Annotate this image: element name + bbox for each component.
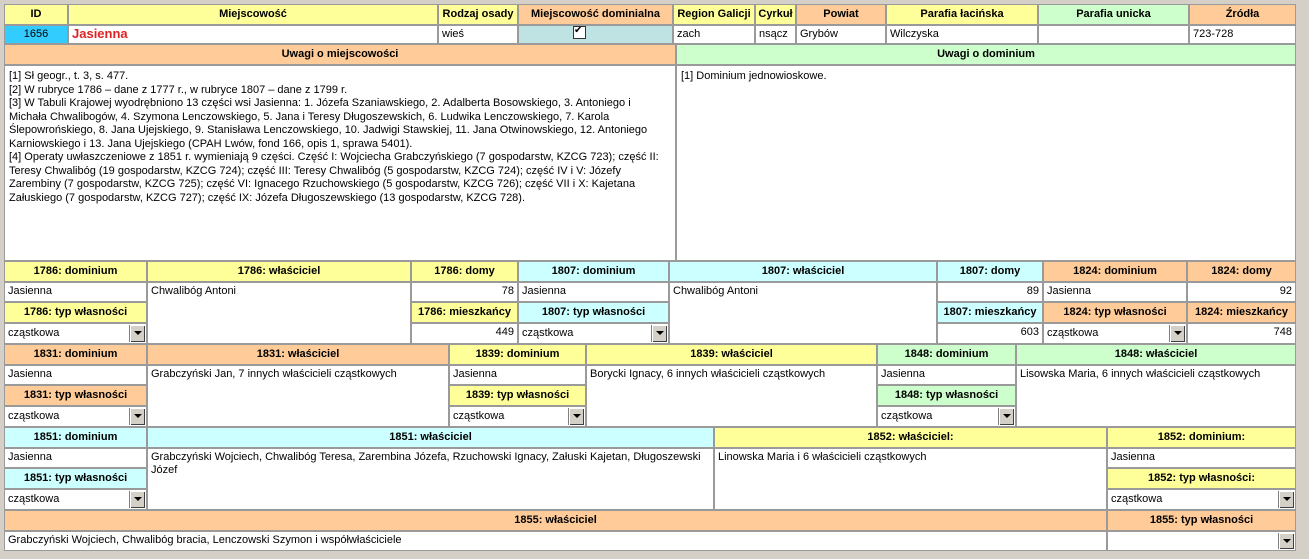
id-field[interactable]: 1656 xyxy=(4,25,68,44)
header-parafia-lacinska: Parafia łacińska xyxy=(886,4,1038,25)
1824-dominium-field[interactable]: Jasienna xyxy=(1043,282,1187,302)
1786-typ-dropdown[interactable] xyxy=(4,323,147,344)
1807-domy-field[interactable]: 89 xyxy=(937,282,1043,302)
header-uwagi-dominium: Uwagi o dominium xyxy=(676,44,1296,65)
dominialna-cell xyxy=(518,25,673,44)
1848-typ-dropdown[interactable] xyxy=(877,406,1016,427)
powiat-field[interactable]: Grybów xyxy=(796,25,886,44)
chevron-down-icon[interactable] xyxy=(1169,325,1185,342)
1831-wlasciciel-field[interactable]: Grabczyński Jan, 7 innych właścicieli cząstkowych xyxy=(147,365,449,427)
1831-dominium-field[interactable]: Jasienna xyxy=(4,365,147,385)
1824-typ-dropdown[interactable] xyxy=(1043,323,1187,344)
dropdown-value: cząstkowa xyxy=(881,410,933,422)
1855-wlasciciel-field[interactable]: Grabczyński Wojciech, Chwalibóg bracia, Lenczowski Szymon i współwłaściciele xyxy=(4,531,1107,551)
uwagi-miejscowosc-textarea[interactable] xyxy=(4,65,676,261)
cyrkul-field[interactable]: nsącz xyxy=(755,25,796,44)
header-1831-wlasciciel: 1831: właściciel xyxy=(147,344,449,365)
header-powiat: Powiat xyxy=(796,4,886,25)
header-1851-wlasciciel: 1851: właściciel xyxy=(147,427,714,448)
uwagi-dominium-text: [1] Dominium jednowioskowe. xyxy=(681,70,827,82)
1807-mieszkancy-field[interactable]: 603 xyxy=(937,323,1043,344)
header-1807-typ: 1807: typ własności xyxy=(518,302,669,323)
header-rodzaj-osady: Rodzaj osady xyxy=(438,4,518,25)
parafia-lacinska-field[interactable]: Wilczyska xyxy=(886,25,1038,44)
chevron-down-icon[interactable] xyxy=(129,325,145,342)
chevron-down-icon[interactable] xyxy=(129,408,145,425)
header-1852-typ: 1852: typ własności: xyxy=(1107,468,1296,489)
header-1839-typ: 1839: typ własności xyxy=(449,385,586,406)
chevron-down-icon[interactable] xyxy=(129,491,145,508)
1786-mieszkancy-field[interactable]: 449 xyxy=(411,323,518,344)
1786-wlasciciel-field[interactable]: Chwalibóg Antoni xyxy=(147,282,411,344)
1852-dominium-field[interactable]: Jasienna xyxy=(1107,448,1296,468)
header-1839-wlasciciel: 1839: właściciel xyxy=(586,344,877,365)
dropdown-value: cząstkowa xyxy=(522,327,574,339)
header-1851-dominium: 1851: dominium xyxy=(4,427,147,448)
1852-typ-dropdown[interactable] xyxy=(1107,489,1296,510)
1851-wlasciciel-field[interactable]: Grabczyński Wojciech, Chwalibóg Teresa, Zarembina Józefa, Rzuchowski Ignacy, Załuski Kajetan, Długoszewski Józef xyxy=(147,448,714,510)
1807-wlasciciel-field[interactable]: Chwalibóg Antoni xyxy=(669,282,937,344)
header-1848-dominium: 1848: dominium xyxy=(877,344,1016,365)
uwagi-line: [4] Operaty uwłaszczeniowe z 1851 r. wymieniają 9 części. Część I: Wojciecha Grabczyńskiego (7 gospodarstw, KZCG 723); część II: Teresy Chwalibóg (19 gospodarstw, KZCG 724); część III: Teresy Chwalibóg (5 gospodarstw, KZCG 724); część IV i V: Józefy Zarembiny (7 gospodarstw, KZCG 725); część VI: Ignacego Rzuchowskiego (5 gospodarstw, KZCG 726); część VII i X: Kajetana Załuskiego (7 gospodarstw, KZCG 727); część IX: Józefa Długoszewskiego (13 gospodarstw, KZCG 728). xyxy=(9,151,659,204)
header-1848-typ: 1848: typ własności xyxy=(877,385,1016,406)
header-parafia-unicka: Parafia unicka xyxy=(1038,4,1189,25)
header-1824-dominium: 1824: dominium xyxy=(1043,261,1187,282)
header-1848-wlasciciel: 1848: właściciel xyxy=(1016,344,1296,365)
dropdown-value: cząstkowa xyxy=(8,327,60,339)
dominialna-checkbox[interactable] xyxy=(573,26,586,39)
rodzaj-osady-field[interactable]: wieś xyxy=(438,25,518,44)
1848-wlasciciel-field[interactable]: Lisowska Maria, 6 innych właścicieli cząstkowych xyxy=(1016,365,1296,427)
header-1786-typ: 1786: typ własności xyxy=(4,302,147,323)
1839-dominium-field[interactable]: Jasienna xyxy=(449,365,586,385)
dropdown-value: cząstkowa xyxy=(1047,327,1099,339)
header-1851-typ: 1851: typ własności xyxy=(4,468,147,489)
header-1852-wlasciciel: 1852: właściciel: xyxy=(714,427,1107,448)
1807-typ-dropdown[interactable] xyxy=(518,323,669,344)
1786-domy-field[interactable]: 78 xyxy=(411,282,518,302)
1852-wlasciciel-field[interactable]: Linowska Maria i 6 właścicieli cząstkowych xyxy=(714,448,1107,510)
header-1807-domy: 1807: domy xyxy=(937,261,1043,282)
header-miejscowosc-dominialna: Miejscowość dominialna xyxy=(518,4,673,25)
1831-typ-dropdown[interactable] xyxy=(4,406,147,427)
1848-dominium-field[interactable]: Jasienna xyxy=(877,365,1016,385)
header-1786-dominium: 1786: dominium xyxy=(4,261,147,282)
parafia-unicka-field[interactable] xyxy=(1038,25,1189,44)
1786-dominium-field[interactable]: Jasienna xyxy=(4,282,147,302)
zrodla-field[interactable]: 723-728 xyxy=(1189,25,1296,44)
uwagi-line: [2] W rubryce 1786 – dane z 1777 r., w rubryce 1807 – dane z 1799 r. xyxy=(9,83,348,96)
1839-typ-dropdown[interactable] xyxy=(449,406,586,427)
header-1824-domy: 1824: domy xyxy=(1187,261,1296,282)
chevron-down-icon[interactable] xyxy=(1278,533,1294,549)
header-1824-mieszkancy: 1824: mieszkańcy xyxy=(1187,302,1296,323)
header-1786-domy: 1786: domy xyxy=(411,261,518,282)
1824-mieszkancy-field[interactable]: 748 xyxy=(1187,323,1296,344)
header-miejscowosc: Miejscowość xyxy=(68,4,438,25)
header-1807-wlasciciel: 1807: właściciel xyxy=(669,261,937,282)
1839-wlasciciel-field[interactable]: Borycki Ignacy, 6 innych właścicieli cząstkowych xyxy=(586,365,877,427)
1807-dominium-field[interactable]: Jasienna xyxy=(518,282,669,302)
1851-dominium-field[interactable]: Jasienna xyxy=(4,448,147,468)
chevron-down-icon[interactable] xyxy=(1278,491,1294,508)
header-1807-mieszkancy: 1807: mieszkańcy xyxy=(937,302,1043,323)
uwagi-line: [1] Sł geogr., t. 3, s. 477. xyxy=(9,70,129,82)
header-1839-dominium: 1839: dominium xyxy=(449,344,586,365)
header-zrodla: Źródła xyxy=(1189,4,1296,25)
miejscowosc-field[interactable]: Jasienna xyxy=(68,25,438,44)
uwagi-line: [3] W Tabuli Krajowej wyodrębniono 13 części wsi Jasienna: 1. Józefa Szaniawskiego, 2. Adalberta Bosowskiego, 3. Antoniego i Michała Chwalibogów, 4. Szymona Lenczowskiego, 5. Jana i Teresy Długoszewskich, 6. Ludwika Lenczowskiego, 7. Karola Ślepowrońskiego, 8. Jana Ujejskiego, 9. Stanisława Lenczowskiego, 10. Jadwigi Stawskiej, 11. Jana Otwinowskiego, 12. Antoniego Karniowskiego i 13. Jana Ujejskiego (CPAH Lwów, fond 166, opis 1, sprawa 5401). xyxy=(9,97,648,150)
1851-typ-dropdown[interactable] xyxy=(4,489,147,510)
header-cyrkul: Cyrkuł xyxy=(755,4,796,25)
1824-domy-field[interactable]: 92 xyxy=(1187,282,1296,302)
header-1855-wlasciciel: 1855: właściciel xyxy=(4,510,1107,531)
chevron-down-icon[interactable] xyxy=(651,325,667,342)
dropdown-value: cząstkowa xyxy=(8,410,60,422)
header-1852-dominium: 1852: dominium: xyxy=(1107,427,1296,448)
header-1824-typ: 1824: typ własności xyxy=(1043,302,1187,323)
dropdown-value: cząstkowa xyxy=(8,493,60,505)
header-uwagi-miejscowosc: Uwagi o miejscowości xyxy=(4,44,676,65)
header-1807-dominium: 1807: dominium xyxy=(518,261,669,282)
region-field[interactable]: zach xyxy=(673,25,755,44)
header-1831-dominium: 1831: dominium xyxy=(4,344,147,365)
header-1786-wlasciciel: 1786: właściciel xyxy=(147,261,411,282)
uwagi-dominium-textarea[interactable] xyxy=(676,65,1296,261)
header-id: ID xyxy=(4,4,68,25)
1855-typ-dropdown[interactable] xyxy=(1107,531,1296,551)
header-1855-typ: 1855: typ własności xyxy=(1107,510,1296,531)
chevron-down-icon[interactable] xyxy=(998,408,1014,425)
header-1831-typ: 1831: typ własności xyxy=(4,385,147,406)
header-region: Region Galicji xyxy=(673,4,755,25)
dropdown-value: cząstkowa xyxy=(1111,493,1163,505)
chevron-down-icon[interactable] xyxy=(568,408,584,425)
dropdown-value: cząstkowa xyxy=(453,410,505,422)
header-1786-mieszkancy: 1786: mieszkańcy xyxy=(411,302,518,323)
